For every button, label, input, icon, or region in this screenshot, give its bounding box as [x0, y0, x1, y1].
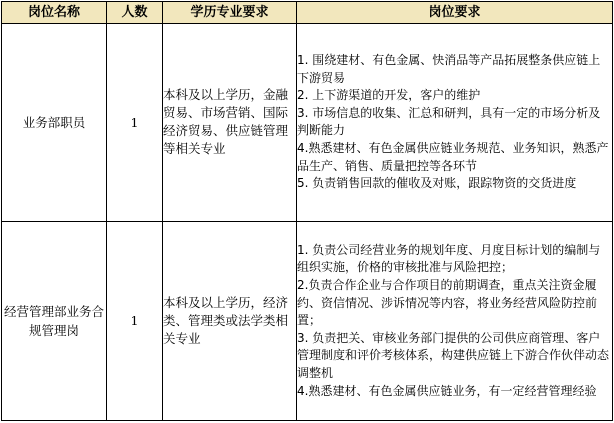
- duty-item: 2.负责合作企业与合作项目的前期调查，重点关注资金履约、资信情况、涉诉情况等内容，将业务经营风险防控前置；: [297, 278, 598, 328]
- header-job-requirements: 岗位要求: [297, 2, 613, 24]
- table-row: [2, 221, 613, 420]
- duty-item: 5. 负责销售回款的催收及对账，跟踪物资的交货进度: [297, 176, 577, 191]
- header-position-name: 岗位名称: [2, 2, 107, 24]
- duty-item: 1. 负责公司经营业务的规划年度、月度目标计划的编制与组织实施，价格的审核批准与风险把控；: [297, 242, 601, 275]
- header-headcount: 人数: [107, 2, 163, 24]
- table-header-row: [2, 2, 613, 24]
- job-duties-cell: [297, 221, 613, 420]
- header-education-major: 学历专业要求: [163, 2, 297, 24]
- job-requirements-table: [1, 1, 613, 421]
- duty-item: 3. 负责把关、审核业务部门提供的公司供应商管理、客户管理制度和评价考核体系，构建供应链上下游合作伙伴动态调整机: [297, 330, 610, 380]
- table-row: [2, 24, 613, 222]
- duty-item: 1. 围绕建材、有色金属、快消品等产品拓展整条供应链上下游贸易: [297, 53, 601, 85]
- duty-item: 4.熟悉建材、有色金属供应链业务，有一定经营管理经验: [297, 383, 597, 398]
- duty-item: 2. 上下游渠道的开发，客户的维护: [297, 88, 481, 103]
- job-duties-cell: [297, 24, 613, 222]
- duty-item: 4.熟悉建材、有色金属供应链业务规范、业务知识，熟悉产品生产、销售、质量把控等各环节: [297, 141, 609, 173]
- headcount-cell: 1: [107, 221, 163, 420]
- position-name-cell: 经营管理部业务合规管理岗: [2, 221, 107, 420]
- education-major-cell: 本科及以上学历，金融贸易、市场营销、国际经济贸易、供应链管理等相关专业: [163, 24, 297, 222]
- duty-item: 3. 市场信息的收集、汇总和研判，具有一定的市场分析及判断能力: [297, 105, 601, 138]
- education-major-cell: 本科及以上学历，经济类、管理类或法学类相关专业: [163, 221, 297, 420]
- headcount-cell: 1: [107, 24, 163, 222]
- position-name-cell: 业务部职员: [2, 24, 107, 222]
